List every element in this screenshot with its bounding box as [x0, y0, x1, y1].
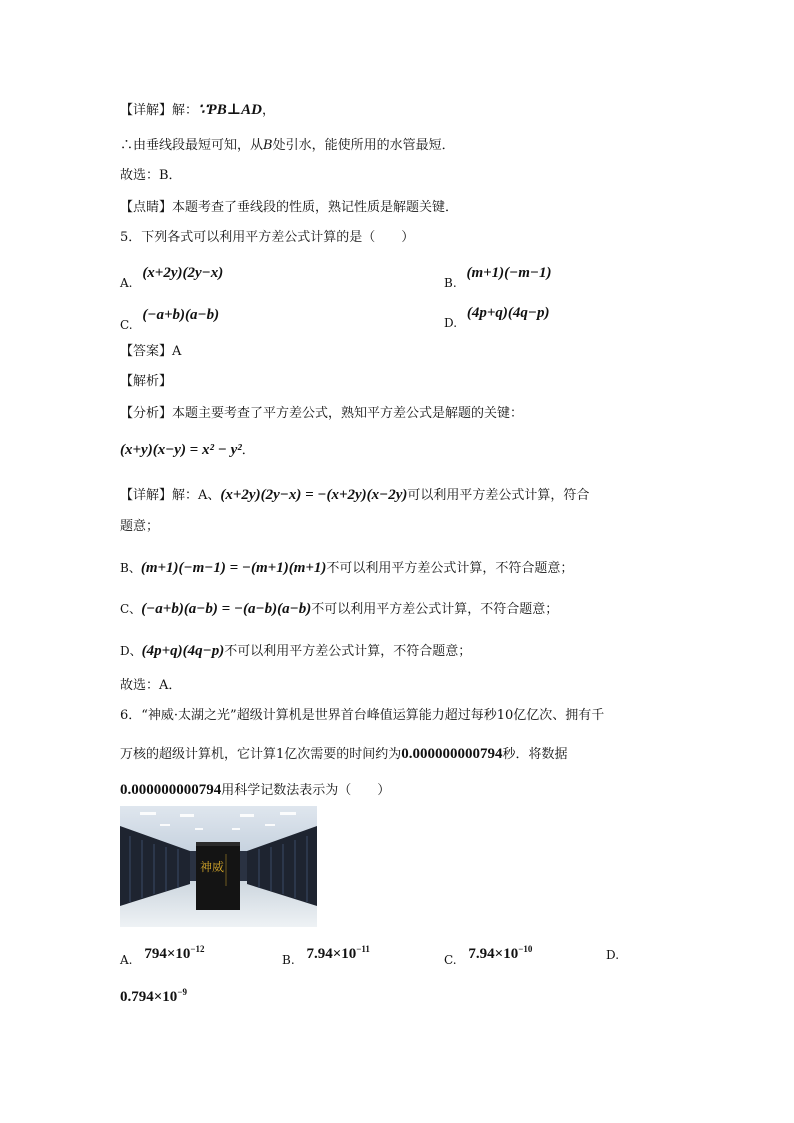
supercomputer-photo [120, 806, 317, 927]
exponent: −9 [177, 987, 187, 997]
text: 秒．将数据 [502, 747, 568, 762]
text: 处引水，能使所用的水管最短． [272, 138, 455, 153]
answer-line: 【答案】A [120, 344, 182, 359]
detail-c-text: 不可以利用平方差公式计算，不符合题意； [311, 602, 559, 617]
question-6-line-3 [120, 781, 390, 800]
q5-option-b [444, 264, 552, 290]
detail-label: C、 [120, 602, 142, 616]
detail-label: 【详解】解：A、 [120, 488, 221, 503]
detail-c-expr: (−a+b)(a−b) = −(a−b)(a−b) [141, 601, 312, 617]
option-expr: (−a+b)(a−b) [142, 307, 220, 323]
analysis-heading: 【解析】 [120, 374, 173, 389]
period: ． [241, 443, 255, 458]
q5-option-c [120, 306, 220, 332]
option-letter: D. [444, 316, 458, 330]
cabinet-lettering: 神威 [199, 860, 225, 874]
select-line-1: 故选：B． [120, 168, 182, 183]
option-expr [306, 946, 369, 962]
point-b: B [263, 138, 273, 153]
detail-c [120, 600, 558, 619]
detail-line-2 [120, 137, 455, 155]
base: 7.94×10 [468, 946, 519, 962]
detail-label: D、 [120, 644, 142, 658]
perpendicular-expression: ∵PB⊥AD [198, 102, 262, 118]
detail-b-text: 不可以利用平方差公式计算，不符合题意； [326, 561, 574, 576]
exponent: −10 [518, 944, 533, 954]
q6-option-b [282, 940, 370, 967]
detail-line-1 [120, 101, 275, 120]
option-expr [120, 989, 187, 1005]
q5-option-d [444, 304, 550, 330]
q6-option-d-letter: D. [606, 948, 620, 962]
option-expr: (m+1)(−m−1) [466, 265, 552, 281]
detail-a [120, 486, 589, 505]
detail-d-text: 不可以利用平方差公式计算，不符合题意； [224, 644, 472, 659]
comma: ， [261, 103, 275, 118]
question-5: 5．下列各式可以利用平方差公式计算的是（ ） [120, 230, 415, 245]
question-6-line-2 [120, 745, 568, 764]
option-letter: B. [444, 276, 457, 290]
detail-b-expr: (m+1)(−m−1) = −(m+1)(m+1) [140, 560, 327, 576]
q5-option-a [120, 264, 224, 290]
detail-d-expr: (4p+q)(4q−p) [141, 643, 225, 659]
q6-option-d-expr [120, 983, 187, 1006]
comment-line: 【点睛】本题考查了垂线段的性质，熟记性质是解题关键． [120, 200, 459, 215]
option-expr: (x+2y)(2y−x) [142, 265, 224, 281]
q6-option-a [120, 940, 205, 967]
detail-label: 【详解】解： [120, 103, 199, 118]
decimal-number: 0.000000000794 [401, 746, 503, 762]
formula-line [120, 441, 255, 460]
option-expr: (4p+q)(4q−p) [466, 305, 550, 321]
option-letter: C. [120, 318, 133, 332]
analysis-text: 【分析】本题主要考查了平方差公式，熟知平方差公式是解题的关键： [120, 406, 524, 421]
select-line-2: 故选：A． [120, 678, 182, 693]
base: 794×10 [144, 946, 191, 962]
detail-b [120, 559, 573, 578]
detail-a-continued: 题意； [120, 519, 160, 534]
detail-d [120, 642, 471, 661]
option-letter: A. [120, 276, 133, 290]
option-letter: C. [444, 953, 457, 967]
detail-a-text: 可以利用平方差公式计算，符合 [407, 488, 590, 503]
text: 万核的超级计算机，它计算1亿次需要的时间约为 [120, 747, 402, 762]
exponent: −12 [190, 944, 205, 954]
question-6-line-1: 6．“神威·太湖之光”超级计算机是世界首台峰值运算能力超过每秒10亿亿次、拥有千 [120, 708, 605, 723]
detail-label: B、 [120, 561, 141, 575]
text: ∴由垂线段最短可知，从 [120, 138, 264, 153]
detail-a-expr: (x+2y)(2y−x) = −(x+2y)(x−2y) [220, 487, 408, 503]
exponent: −11 [356, 944, 370, 954]
base: 7.94×10 [306, 946, 357, 962]
option-letter: A. [120, 953, 133, 967]
q6-option-c [444, 940, 533, 967]
option-expr [144, 946, 204, 962]
decimal-number: 0.000000000794 [120, 782, 222, 798]
text: 用科学记数法表示为（ ） [221, 783, 391, 798]
difference-of-squares-formula: (x+y)(x−y) = x² − y² [120, 442, 242, 458]
option-letter: B. [282, 953, 295, 967]
option-expr [468, 946, 532, 962]
base: 0.794×10 [120, 989, 178, 1005]
